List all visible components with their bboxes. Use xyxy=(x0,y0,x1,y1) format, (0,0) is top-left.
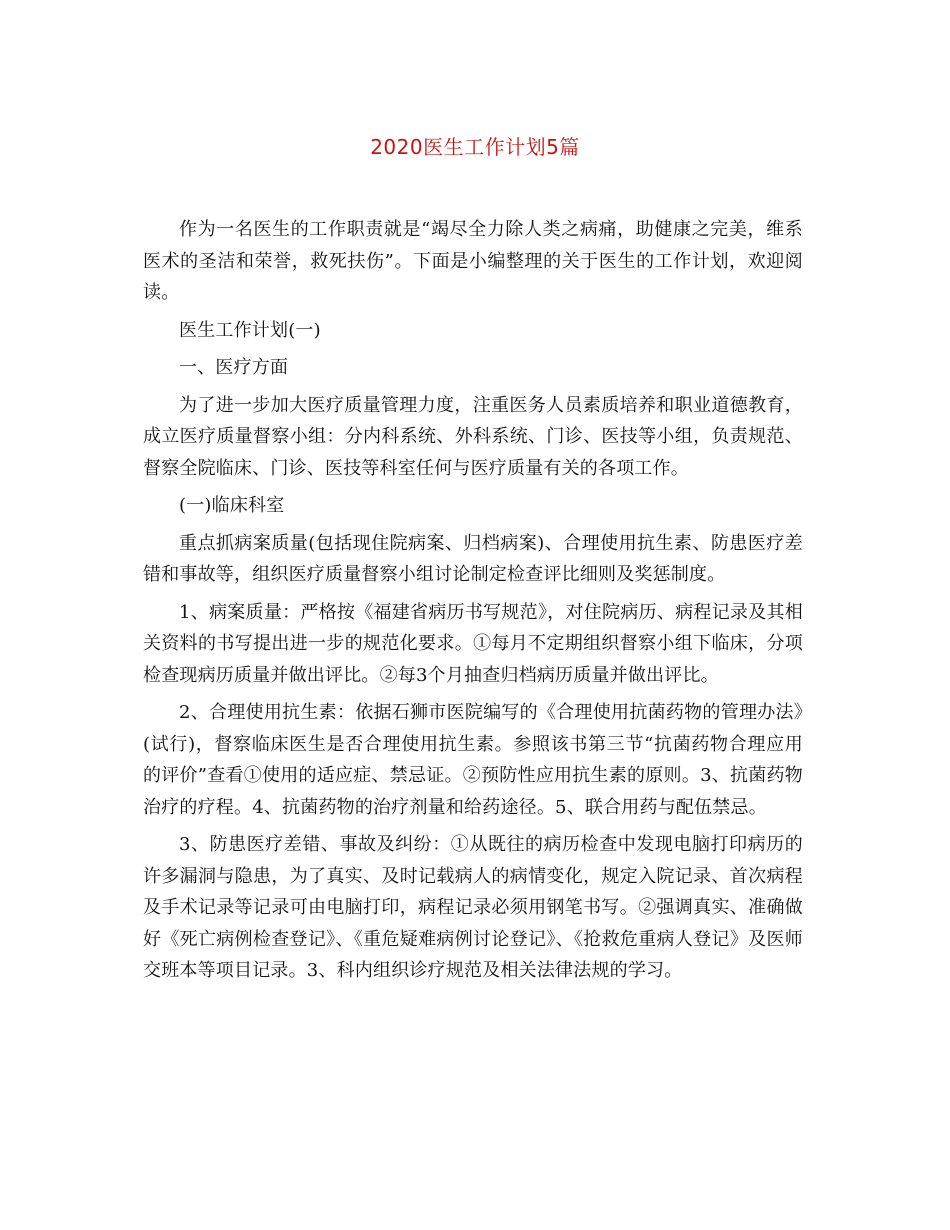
antibiotics-paragraph: 2、合理使用抗生素：依据石狮市医院编写的《合理使用抗菌药物的管理办法》(试行)，督察临床医生是否合理使用抗生素。参照该书第三节“抗菌药物合理应用的评价”查看①使用的适应症、禁忌证。②预防性应用抗生素的原则。3、抗菌药物治疗的疗程。4、抗菌药物的治疗剂量和给药途径。5、联合用药与配伍禁忌。 xyxy=(143,702,803,818)
subsection-heading-clinical: (一)临床科室 xyxy=(179,495,285,516)
document-title: 2020医生工作计划5篇 xyxy=(370,135,580,159)
medical-quality-paragraph: 为了进一步加大医疗质量管理力度，注重医务人员素质培养和职业道德教育，成立医疗质量督察小组：分内科系统、外科系统、门诊、医技等小组，负责规范、督察全院临床、门诊、医技等科室任何与医疗质量有关的各项工作。 xyxy=(143,394,803,479)
intro-paragraph: 作为一名医生的工作职责就是“竭尽全力除人类之病痛，助健康之完美，维系医术的圣洁和荣誉，救死扶伤”。下面是小编整理的关于医生的工作计划，欢迎阅读。 xyxy=(143,219,803,303)
section-heading-medical: 一、医疗方面 xyxy=(179,357,289,378)
clinical-focus-paragraph: 重点抓病案质量(包括现住院病案、归档病案)、合理使用抗生素、防患医疗差错和事故等，组织医疗质量督察小组讨论制定检查评比细则及奖惩制度。 xyxy=(143,532,803,585)
error-prevention-paragraph: 3、防患医疗差错、事故及纠纷：①从既往的病历检查中发现电脑打印病历的许多漏洞与隐患，为了真实、及时记载病人的病情变化，规定入院记录、首次病程及手术记录等记录可由电脑打印，病程记录必须用钢笔书写。②强调真实、准确做好《死亡病例检查登记》、《重危疑难病例讨论登记》、《抢救危重病人登记》及医师交班本等项目记录。3、科内组织诊疗规范及相关法律法规的学习。 xyxy=(143,834,803,981)
document-body xyxy=(143,214,803,993)
case-quality-paragraph: 1、病案质量：严格按《福建省病历书写规范》，对住院病历、病程记录及其相关资料的书写提出进一步的规范化要求。①每月不定期组织督察小组下临床，分项检查现病历质量并做出评比。②每3个月抽查归档病历质量并做出评比。 xyxy=(143,601,803,686)
plan-heading: 医生工作计划(一) xyxy=(179,319,321,341)
